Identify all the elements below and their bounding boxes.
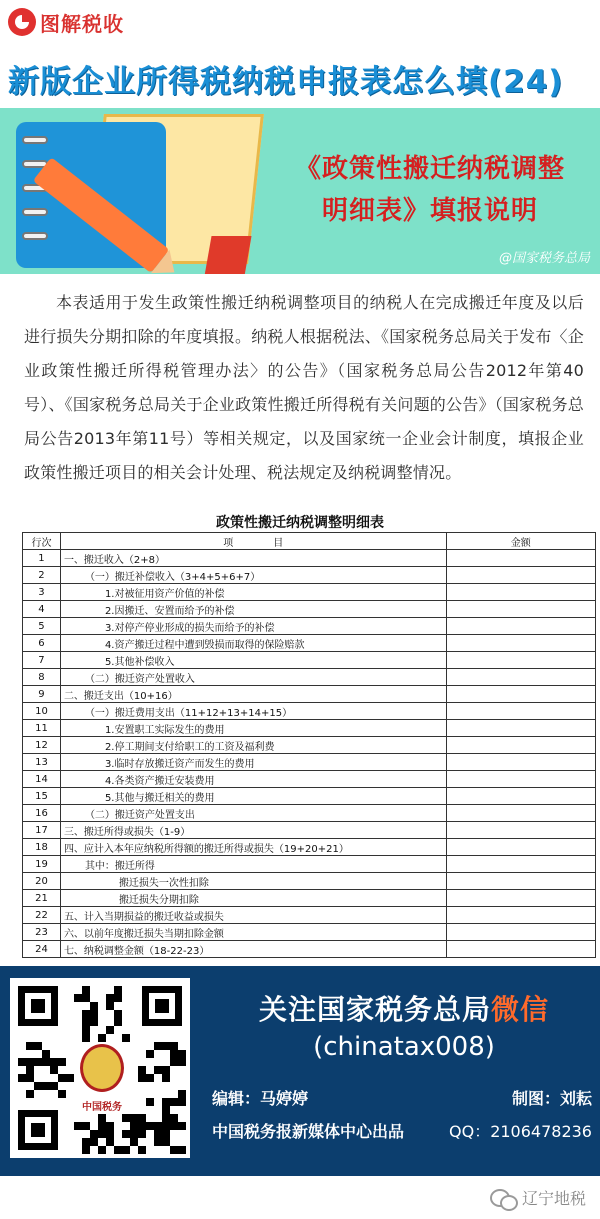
qr-module: [106, 1122, 114, 1130]
row-item: 5.其他补偿收入: [60, 652, 446, 669]
qr-module: [170, 1098, 178, 1106]
row-item: 3.对停产停业形成的损失而给予的补偿: [60, 618, 446, 635]
table-row: [23, 703, 596, 720]
qr-module: [74, 1122, 82, 1130]
qr-finder-icon: [18, 986, 58, 1026]
qr-module: [170, 1146, 178, 1154]
table-row: [23, 584, 596, 601]
qr-module: [170, 1122, 178, 1130]
qr-module: [178, 1090, 186, 1098]
table-row: [23, 856, 596, 873]
qr-module: [26, 1042, 34, 1050]
qr-module: [42, 1058, 50, 1066]
qr-module: [114, 1018, 122, 1026]
row-number: 22: [23, 907, 61, 924]
amount-cell[interactable]: [446, 873, 595, 890]
qr-module: [154, 1042, 162, 1050]
credits-row-producer: [212, 1119, 592, 1142]
table-row: [23, 941, 596, 958]
qq-number: QQ：2106478236: [449, 1122, 592, 1141]
row-item: 搬迁损失分期扣除: [60, 890, 446, 907]
adjustment-table: [22, 532, 596, 958]
row-number: 4: [23, 601, 61, 618]
amount-cell[interactable]: [446, 805, 595, 822]
row-item: 一、搬迁收入（2+8）: [60, 550, 446, 567]
row-number: 11: [23, 720, 61, 737]
qr-module: [146, 1050, 154, 1058]
amount-cell[interactable]: [446, 567, 595, 584]
qr-module: [90, 1130, 98, 1138]
qr-module: [162, 1114, 170, 1122]
qr-module: [82, 1026, 90, 1034]
qr-module: [162, 1130, 170, 1138]
row-number: 12: [23, 737, 61, 754]
table-row: [23, 601, 596, 618]
ring-icon: [22, 208, 48, 216]
row-number: 19: [23, 856, 61, 873]
logo: [8, 6, 124, 38]
table-row: [23, 822, 596, 839]
qr-module: [50, 1058, 58, 1066]
row-number: 1: [23, 550, 61, 567]
table-row: [23, 720, 596, 737]
row-item: 2.停工期间支付给职工的工资及福利费: [60, 737, 446, 754]
qr-module: [170, 1114, 178, 1122]
amount-cell[interactable]: [446, 924, 595, 941]
table-row: [23, 754, 596, 771]
row-item: 4.资产搬迁过程中遭到毁损而取得的保险赔款: [60, 635, 446, 652]
amount-cell[interactable]: [446, 856, 595, 873]
row-number: 24: [23, 941, 61, 958]
editor-credit: 编辑：马婷婷: [212, 1089, 309, 1108]
qr-module: [162, 1042, 170, 1050]
qr-module: [82, 1034, 90, 1042]
qr-module: [98, 1122, 106, 1130]
qr-module: [138, 1122, 146, 1130]
emblem-text: 中国税务: [82, 1102, 122, 1113]
qr-module: [170, 1042, 178, 1050]
qr-module: [26, 1058, 34, 1066]
qr-module: [34, 1082, 42, 1090]
top-bar: [0, 0, 600, 44]
notebook-icon: [12, 114, 212, 268]
row-number: 16: [23, 805, 61, 822]
row-number: 13: [23, 754, 61, 771]
amount-cell[interactable]: [446, 601, 595, 618]
table-body: [23, 550, 596, 958]
table-header-row: [23, 533, 596, 550]
qr-finder-icon: [18, 1110, 58, 1150]
tax-emblem-icon: [80, 1044, 124, 1092]
qr-module: [122, 1146, 130, 1154]
row-number: 3: [23, 584, 61, 601]
page-title: 新版企业所得税纳税申报表怎么填(24): [8, 64, 564, 100]
qr-module: [138, 1066, 146, 1074]
hero-title: [270, 148, 590, 232]
qr-module: [106, 1130, 114, 1138]
amount-cell[interactable]: [446, 890, 595, 907]
row-number: 23: [23, 924, 61, 941]
logo-text: 图解税收: [40, 11, 124, 36]
ring-icon: [22, 136, 48, 144]
qr-module: [114, 1146, 122, 1154]
row-item: 五、计入当期损益的搬迁收益或损失: [60, 907, 446, 924]
amount-cell[interactable]: [446, 720, 595, 737]
designer-credit: 制图：刘耘: [511, 1089, 592, 1108]
table-row: [23, 669, 596, 686]
qr-module: [114, 986, 122, 994]
row-number: 9: [23, 686, 61, 703]
row-item: 三、搬迁所得或损失（1-9）: [60, 822, 446, 839]
table-row: [23, 686, 596, 703]
qr-module: [58, 1074, 66, 1082]
table-row: [23, 652, 596, 669]
table-row: [23, 550, 596, 567]
qr-module: [66, 1074, 74, 1082]
table-title: 政策性搬迁纳税调整明细表: [216, 515, 384, 531]
qr-module: [130, 1114, 138, 1122]
header-row-number: 行次: [23, 533, 61, 550]
qr-module: [138, 1130, 146, 1138]
row-item: 七、纳税调整金额（18-22-23）: [60, 941, 446, 958]
table-row: [23, 618, 596, 635]
qr-module: [58, 1058, 66, 1066]
qr-module: [170, 1050, 178, 1058]
amount-cell[interactable]: [446, 822, 595, 839]
qr-module: [162, 1074, 170, 1082]
follow-prefix: 关注国家税务总局: [258, 993, 491, 1026]
qr-code[interactable]: [10, 978, 190, 1158]
qr-module: [26, 1066, 34, 1074]
row-item: 四、应计入本年应纳税所得额的搬迁所得或损失（19+20+21）: [60, 839, 446, 856]
title-band: [0, 44, 600, 108]
row-number: 2: [23, 567, 61, 584]
qr-module: [34, 1042, 42, 1050]
qr-module: [162, 1066, 170, 1074]
qr-module: [82, 986, 90, 994]
row-item: （二）搬迁资产处置支出: [60, 805, 446, 822]
row-number: 14: [23, 771, 61, 788]
qr-module: [138, 1074, 146, 1082]
qr-module: [130, 1122, 138, 1130]
table-row: [23, 771, 596, 788]
page-corner-icon: [204, 236, 251, 274]
qr-module: [26, 1090, 34, 1098]
table-row: [23, 890, 596, 907]
qr-module: [42, 1082, 50, 1090]
row-item: （一）搬迁补偿收入（3+4+5+6+7）: [60, 567, 446, 584]
table-row: [23, 805, 596, 822]
qr-module: [106, 1026, 114, 1034]
watermark-text: 辽宁地税: [521, 1189, 586, 1208]
qr-module: [114, 994, 122, 1002]
ring-icon: [22, 232, 48, 240]
qr-module: [42, 1050, 50, 1058]
amount-cell[interactable]: [446, 703, 595, 720]
qr-module: [106, 1138, 114, 1146]
credits-row-staff: [212, 1086, 592, 1109]
qr-module: [138, 1146, 146, 1154]
table-row: [23, 924, 596, 941]
wechat-icon: [490, 1187, 516, 1209]
qr-module: [50, 1066, 58, 1074]
wechat-handle: (chinatax008): [313, 1032, 495, 1062]
table-row: [23, 907, 596, 924]
qr-module: [154, 1138, 162, 1146]
watermark: [490, 1186, 586, 1209]
row-item: 搬迁损失一次性扣除: [60, 873, 446, 890]
qr-module: [170, 1058, 178, 1066]
credits: [212, 1086, 592, 1152]
logo-icon: [8, 8, 36, 36]
row-number: 15: [23, 788, 61, 805]
qr-module: [82, 994, 90, 1002]
table-row: [23, 567, 596, 584]
table-row: [23, 839, 596, 856]
intro-paragraph: 本表适用于发生政策性搬迁纳税调整项目的纳税人在完成搬迁年度及以后进行损失分期扣除的年度填报。纳税人根据税法、《国家税务总局关于发布〈企业政策性搬迁所得税管理办法〉的公告》（国家税务总局公告2012年第40号）、《国家税务总局关于企业政策性搬迁所得税有关问题的公告》（国家税务总局公告2013年第11号）等相关规定，以及国家统一企业会计制度，填报企业政策性搬迁项目的相关会计处理、税法规定及纳税调整情况。: [24, 293, 584, 482]
qr-module: [98, 1114, 106, 1122]
row-item: （二）搬迁资产处置收入: [60, 669, 446, 686]
qr-module: [106, 994, 114, 1002]
amount-cell[interactable]: [446, 754, 595, 771]
qr-module: [90, 1018, 98, 1026]
follow-text: [214, 988, 594, 1028]
qr-module: [82, 1146, 90, 1154]
amount-cell[interactable]: [446, 839, 595, 856]
qr-module: [130, 1138, 138, 1146]
qr-module: [90, 1138, 98, 1146]
qr-module: [98, 1146, 106, 1154]
qr-module: [122, 1034, 130, 1042]
row-item: 二、搬迁支出（10+16）: [60, 686, 446, 703]
qr-module: [178, 1122, 186, 1130]
qr-module: [18, 1074, 26, 1082]
amount-cell[interactable]: [446, 635, 595, 652]
header-item: 项 目: [60, 533, 446, 550]
row-number: 17: [23, 822, 61, 839]
qr-module: [82, 1018, 90, 1026]
qr-module: [122, 1114, 130, 1122]
qr-module: [106, 1002, 114, 1010]
hero-credit: @国家税务总局: [498, 251, 590, 266]
amount-cell[interactable]: [446, 771, 595, 788]
qr-module: [154, 1130, 162, 1138]
table-row: [23, 635, 596, 652]
qr-module: [162, 1098, 170, 1106]
amount-cell[interactable]: [446, 686, 595, 703]
qr-module: [58, 1090, 66, 1098]
qr-module: [162, 1106, 170, 1114]
qr-module: [130, 1130, 138, 1138]
qr-module: [90, 1010, 98, 1018]
follow-highlight: 微信: [491, 993, 550, 1026]
qr-module: [122, 1130, 130, 1138]
amount-cell[interactable]: [446, 907, 595, 924]
qr-module: [146, 1122, 154, 1130]
table-row: [23, 788, 596, 805]
qr-module: [50, 1082, 58, 1090]
qr-module: [82, 1010, 90, 1018]
row-item: （一）搬迁费用支出（11+12+13+14+15）: [60, 703, 446, 720]
table-row: [23, 873, 596, 890]
qr-finder-icon: [142, 986, 182, 1026]
row-number: 21: [23, 890, 61, 907]
qr-module: [34, 1058, 42, 1066]
footer: [0, 966, 600, 1176]
row-number: 8: [23, 669, 61, 686]
row-item: 5.其他与搬迁相关的费用: [60, 788, 446, 805]
row-item: 其中：搬迁所得: [60, 856, 446, 873]
qr-module: [82, 1138, 90, 1146]
row-number: 20: [23, 873, 61, 890]
amount-cell[interactable]: [446, 584, 595, 601]
row-number: 18: [23, 839, 61, 856]
row-item: 4.各类资产搬迁安装费用: [60, 771, 446, 788]
amount-cell[interactable]: [446, 788, 595, 805]
qr-module: [178, 1098, 186, 1106]
row-number: 10: [23, 703, 61, 720]
qr-module: [18, 1058, 26, 1066]
watermark-bar: [0, 1176, 600, 1219]
hero-title-line2: 明细表》填报说明: [321, 196, 538, 226]
qr-module: [114, 1010, 122, 1018]
row-number: 5: [23, 618, 61, 635]
qr-module: [146, 1074, 154, 1082]
row-item: 六、以前年度搬迁损失当期扣除金额: [60, 924, 446, 941]
row-number: 6: [23, 635, 61, 652]
qr-module: [178, 1058, 186, 1066]
qr-module: [162, 1122, 170, 1130]
table-row: [23, 737, 596, 754]
row-item: 3.临时存放搬迁资产而发生的费用: [60, 754, 446, 771]
qr-module: [26, 1074, 34, 1082]
qr-module: [162, 1138, 170, 1146]
amount-cell[interactable]: [446, 737, 595, 754]
amount-cell[interactable]: [446, 652, 595, 669]
row-item: 1.对被征用资产价值的补偿: [60, 584, 446, 601]
qr-module: [178, 1050, 186, 1058]
hero-title-line1: 《政策性搬迁纳税调整: [294, 154, 565, 184]
qr-module: [154, 1066, 162, 1074]
qr-module: [74, 994, 82, 1002]
amount-cell[interactable]: [446, 941, 595, 958]
qr-module: [146, 1098, 154, 1106]
amount-cell[interactable]: [446, 618, 595, 635]
amount-cell[interactable]: [446, 669, 595, 686]
row-item: 1.安置职工实际发生的费用: [60, 720, 446, 737]
row-number: 7: [23, 652, 61, 669]
qr-module: [178, 1146, 186, 1154]
qr-module: [154, 1122, 162, 1130]
row-item: 2.因搬迁、安置而给予的补偿: [60, 601, 446, 618]
qr-module: [98, 1130, 106, 1138]
header-amount: 金额: [446, 533, 595, 550]
qr-module: [98, 1034, 106, 1042]
amount-cell[interactable]: [446, 550, 595, 567]
qr-module: [138, 1114, 146, 1122]
producer-credit: 中国税务报新媒体中心出品: [212, 1122, 405, 1141]
qr-module: [82, 1122, 90, 1130]
hero-banner: [0, 108, 600, 274]
qr-module: [90, 1002, 98, 1010]
